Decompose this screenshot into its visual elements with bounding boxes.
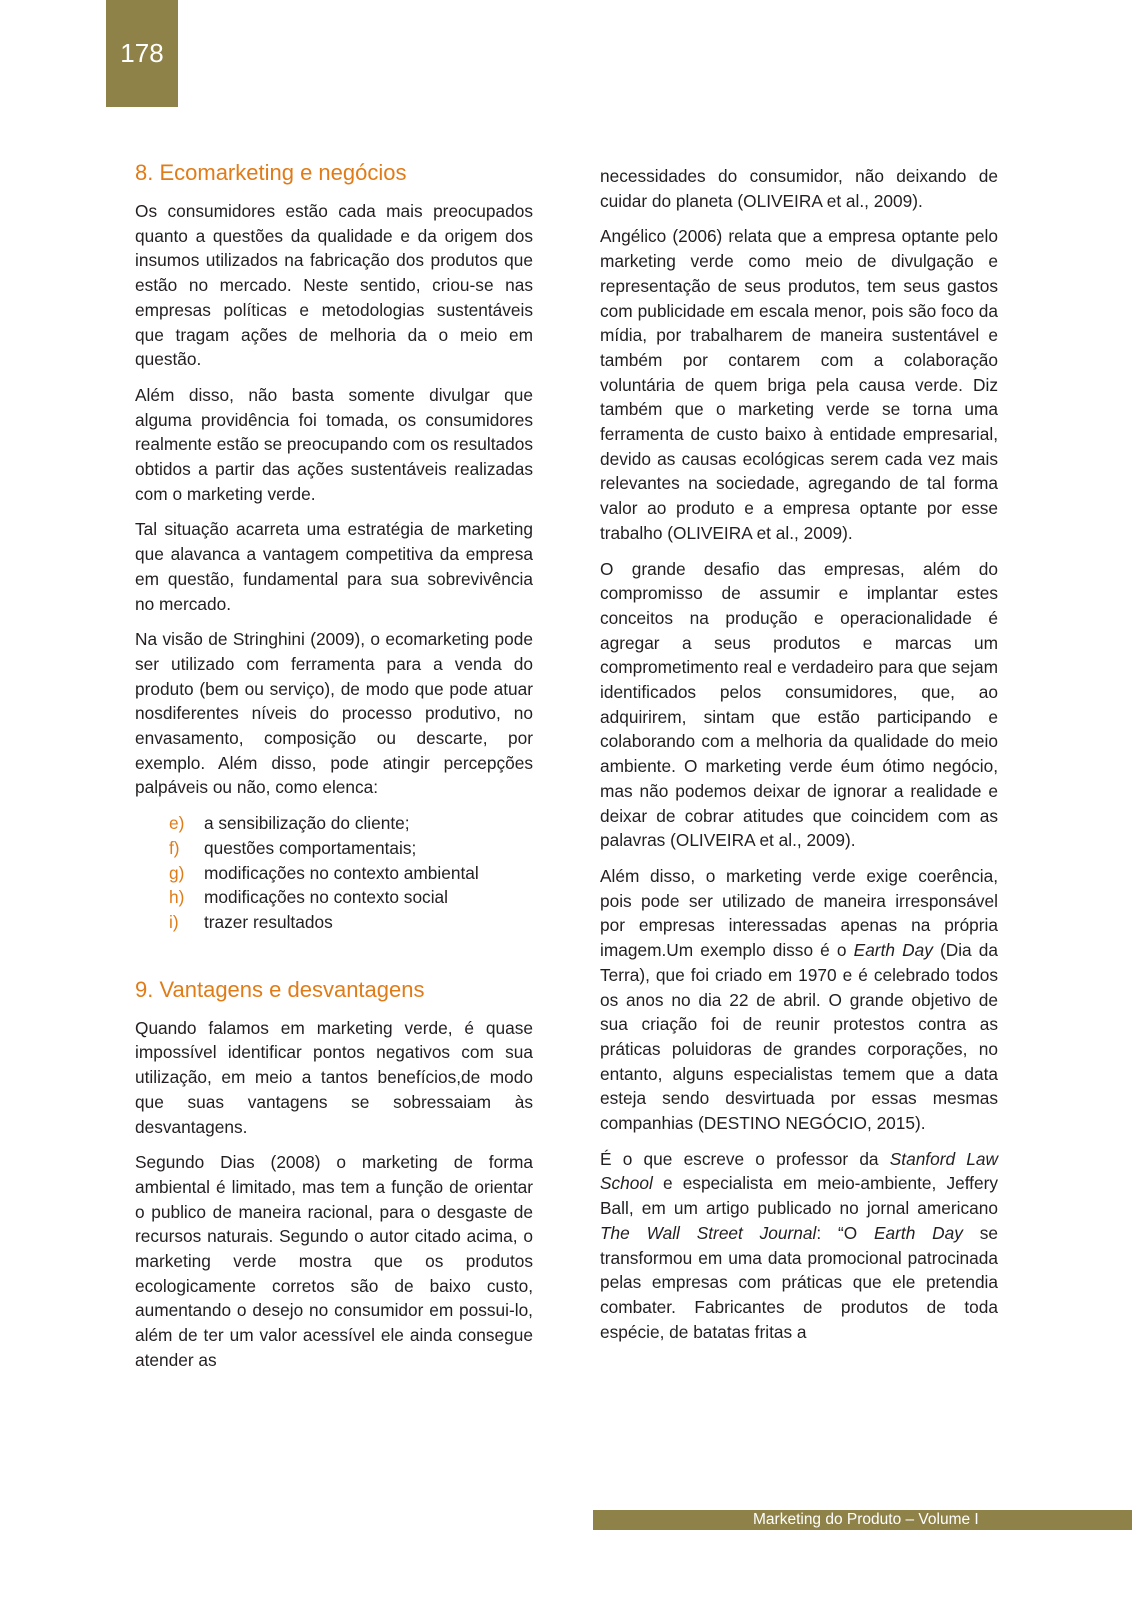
left-column [135, 158, 533, 1384]
paragraph-jeffery-ball [600, 1147, 998, 1345]
right-column [600, 164, 998, 1355]
page-number-tab [106, 0, 178, 107]
text-run: e especialista em meio-ambiente, Jeffery Ball, em um artigo publicado no jornal americano [600, 1173, 998, 1219]
text-run: (Dia da Terra), que foi criado em 1970 e é celebrado todos os anos no dia 22 de abril. O grande objetivo de sua criação foi de reunir protestos contra as práticas poluidoras de grandes corporações, no entanto, alguns especialistas temem que a data esteja sendo desvirtuada por essas mesmas companhias (DESTINO NEGÓCIO, 2015). [600, 940, 999, 1134]
list-marker: e) [169, 813, 185, 834]
paragraph: Quando falamos em marketing verde, é quase impossível identificar pontos negativos com sua utilização, em meio a tantos benefícios,de modo que suas vantagens se sobressaiam às desvantagens. [135, 1017, 533, 1137]
list-item [169, 861, 533, 886]
paragraph: Tal situação acarreta uma estratégia de marketing que alavanca a vantagem competitiva da empresa em questão, fundamental para sua sobrevivência no mercado. [135, 519, 533, 614]
list-item [169, 836, 533, 861]
list-marker: f) [169, 837, 180, 858]
list-item-text: trazer resultados [204, 911, 333, 932]
section-heading-ecomarketing: 8. Ecomarketing e negócios [135, 160, 407, 185]
text-run: : “O [816, 1222, 875, 1243]
footer-title: Marketing do Produto – Volume I [753, 1511, 979, 1528]
paragraph: Segundo Dias (2008) o marketing de forma ambiental é limitado, mas tem a função de orientar o publico de maneira racional, para o desgaste de recursos naturais. Segundo o autor citado acima, o marketing verde mostra que os produtos ecologicamente corretos são de baixo custo, aumentando o desejo no consumidor em possui-lo, além de ter um valor acessível ele ainda consegue atender as [135, 1152, 533, 1370]
paragraph: Os consumidores estão cada mais preocupados quanto a questões da qualidade e da origem dos insumos utilizados na fabricação dos produtos que estão no mercado. Neste sentido, criou-se nas empresas políticas e metodologias sustentáveis que tragam ações de melhoria da o meio em questão. [135, 201, 533, 370]
list-item [169, 811, 533, 836]
italic-term: The Wall Street Journal [600, 1222, 817, 1243]
list-marker: h) [169, 887, 185, 908]
list-item-text: a sensibilização do cliente; [204, 813, 410, 834]
footer-bar [593, 1510, 1132, 1530]
text-run: se transformou em uma data promocional patrocinada pelas empresas com práticas que ele pretendia combater. Fabricantes de produtos de toda espécie, de batatas fritas a [600, 1222, 998, 1342]
list-marker: g) [169, 862, 185, 883]
page-number: 178 [120, 38, 164, 68]
list-item-text: modificações no contexto ambiental [204, 862, 479, 883]
list-item [169, 910, 533, 935]
paragraph: Além disso, não basta somente divulgar que alguma providência foi tomada, os consumidores realmente estão se preocupando com os resultados obtidos a partir das ações sustentáveis realizadas com o marketing verde. [135, 384, 533, 504]
list-item-text: questões comportamentais; [204, 837, 417, 858]
list-item [169, 885, 533, 910]
section-heading-vantagens: 9. Vantagens e desvantagens [135, 976, 425, 1002]
text-run: Além disso, o marketing verde exige coerência, pois pode ser utilizado de maneira irresponsável por empresas interessadas apenas na própria imagem.Um exemplo disso é o [600, 865, 998, 961]
italic-term: Stanford Law School [600, 1148, 998, 1194]
list-item-text: modificações no contexto social [204, 887, 448, 908]
italic-term: Earth Day [853, 940, 933, 961]
paragraph: O grande desafio das empresas, além do compromisso de assumir e implantar estes conceitos na produção e operacionalidade é agregar a seus produtos e marcas um comprometimento real e verdadeiro para que sejam identificados pelos consumidores, que, ao adquirirem, sintam que estão participando e colaborando com a melhoria da qualidade do meio ambiente. O marketing verde éum ótimo negócio, mas não podemos deixar de ignorar a realidade e deixar de cobrar atitudes que coincidem com as palavras (OLIVEIRA et al., 2009). [600, 558, 998, 851]
text-run: É o que escreve o professor da [600, 1148, 890, 1169]
paragraph: Angélico (2006) relata que a empresa optante pelo marketing verde como meio de divulgação e representação de seus produtos, tem seus gastos com publicidade em escala menor, pois são foco da mídia, por trabalharem de maneira sustentável e também por contarem com a colaboração voluntária de quem briga pela causa verde. Diz também que o marketing verde se torna uma ferramenta de custo baixo à entidade empresarial, devido as causas ecológicas serem cada vez mais relevantes na sociedade, agregando de tal forma valor ao produto e a empresa optante por esse trabalho (OLIVEIRA et al., 2009). [600, 226, 998, 543]
italic-term: Earth Day [874, 1222, 963, 1243]
paragraph: Na visão de Stringhini (2009), o ecomarketing pode ser utilizado com ferramenta para a venda do produto (bem ou serviço), de modo que pode atuar nosdiferentes níveis do processo produtivo, no envasamento, composição ou descarte, por exemplo. Além disso, pode atingir percepções palpáveis ou não, como elenca: [135, 629, 533, 798]
perception-list [135, 811, 533, 935]
paragraph: necessidades do consumidor, não deixando de cuidar do planeta (OLIVEIRA et al., 2009). [600, 166, 998, 211]
paragraph-earth-day [600, 864, 998, 1136]
list-marker: i) [169, 911, 179, 932]
